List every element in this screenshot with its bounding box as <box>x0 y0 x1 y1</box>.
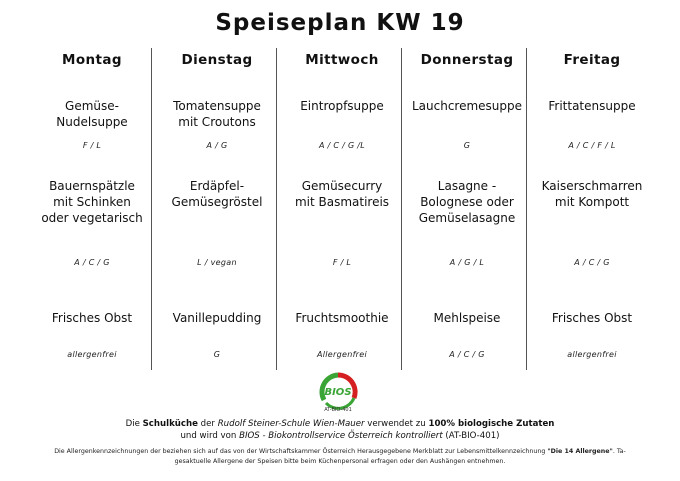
note-text: . Ta- <box>612 448 626 455</box>
day-heading: Montag <box>62 52 122 68</box>
menu-grid <box>33 48 650 370</box>
logo-text: BIOS <box>324 387 352 398</box>
soup-allergens: F / L <box>82 141 102 150</box>
day-column-wednesday <box>283 48 402 370</box>
dessert-allergens: G <box>213 350 221 359</box>
note-text: Die Allergenkennzeichnungen der beziehen sich auf das von der Wirtschaftskammer Österreich Herausgegebene Merkblatt zur Lebensmittelkennzeichnung <box>54 448 548 455</box>
footer-text: der <box>197 419 218 429</box>
day-column-tuesday <box>158 48 277 370</box>
soup-allergens: A / C / F / L <box>568 141 616 150</box>
main-dish: Lasagne - Bolognese oder Gemüselasagne <box>418 179 516 225</box>
day-heading: Donnerstag <box>420 52 514 68</box>
main-allergens: A / C / G <box>74 258 110 267</box>
day-heading: Mittwoch <box>305 52 379 68</box>
day-column-thursday <box>408 48 527 370</box>
main-allergens: A / C / G <box>574 258 610 267</box>
footer-text: und wird von <box>180 431 240 441</box>
page-title: Speiseplan KW 19 <box>215 10 465 36</box>
dessert: Mehlspeise <box>433 311 501 325</box>
main-dish: Erdäpfel- Gemüsegröstel <box>171 179 263 209</box>
footer-italic: Rudolf Steiner-Schule Wien-Mauer <box>217 419 365 429</box>
dessert: Frisches Obst <box>551 311 633 325</box>
soup-allergens: A / C / G /L <box>318 141 366 150</box>
soup: Lauchcremesuppe <box>411 99 523 113</box>
footer-text: Die <box>125 419 143 429</box>
day-column-monday <box>33 48 152 370</box>
soup: Gemüse- Nudelsuppe <box>56 99 128 129</box>
footer-text: (AT-BIO-401) <box>442 431 500 441</box>
soup-allergens: A / G <box>206 141 228 150</box>
main-allergens: A / G / L <box>449 258 485 267</box>
dessert-allergens: A / C / G <box>449 350 485 359</box>
main-dish: Bauernspätzle mit Schinken oder vegetarisch <box>41 179 143 225</box>
footer-bold: Schulküche <box>142 419 198 429</box>
footer-statement <box>0 418 680 442</box>
soup-allergens: G <box>463 141 471 150</box>
logo-certificate-code: AT-BIO-401 <box>324 407 352 413</box>
soup: Tomatensuppe mit Croutons <box>173 99 261 129</box>
day-heading: Freitag <box>563 52 621 68</box>
soup: Frittatensuppe <box>548 99 636 113</box>
day-heading: Dienstag <box>181 52 253 68</box>
dessert: Fruchtsmoothie <box>295 311 389 325</box>
dessert: Frisches Obst <box>51 311 133 325</box>
dessert: Vanillepudding <box>172 311 262 325</box>
main-dish: Kaiserschmarren mit Kompott <box>541 179 643 209</box>
note-bold: "Die 14 Allergene" <box>547 448 613 455</box>
dessert-allergens: allergenfrei <box>67 350 117 359</box>
footer-bold: 100% biologische Zutaten <box>428 419 555 429</box>
note-text: gesaktuelle Allergene der Speisen bitte beim Küchenpersonal erfragen oder den Aushängen entnehmen. <box>174 458 506 465</box>
footer-italic: BIOS - Biokontrollservice Österreich kontrolliert <box>239 431 443 441</box>
allergen-note <box>6 447 674 467</box>
footer-text: verwendet zu <box>364 419 429 429</box>
main-dish: Gemüsecurry mit Basmatireis <box>294 179 390 209</box>
main-allergens: L / vegan <box>197 258 237 267</box>
dessert-allergens: allergenfrei <box>567 350 617 359</box>
day-column-friday <box>533 48 651 370</box>
main-allergens: F / L <box>332 258 352 267</box>
dessert-allergens: Allergenfrei <box>316 350 368 359</box>
soup: Eintropfsuppe <box>300 99 384 113</box>
